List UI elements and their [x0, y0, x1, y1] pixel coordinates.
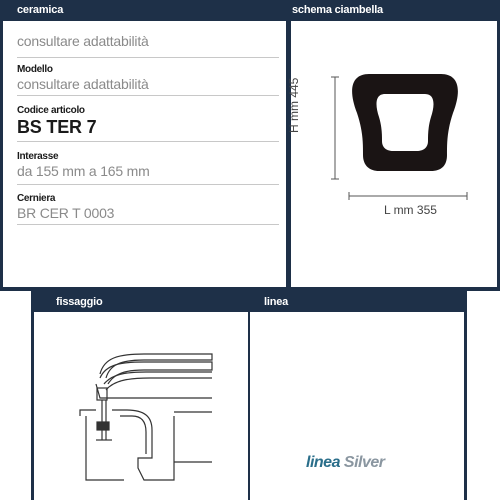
ceramica-body — [3, 21, 286, 287]
schema-body — [287, 21, 497, 287]
linea-body — [250, 312, 464, 500]
ceramica-header: ceramica — [17, 4, 64, 16]
width-label: L mm 355 — [384, 203, 437, 217]
schema-panel — [289, 0, 500, 291]
adattabilita-field — [17, 33, 279, 58]
modello-field — [17, 64, 279, 96]
height-label: H mm 445 — [287, 77, 301, 133]
cerniera-field — [17, 193, 279, 225]
seat-diagram — [291, 21, 497, 287]
codice-value: BS TER 7 — [17, 117, 97, 137]
modello-value: consultare adattabilità — [17, 76, 149, 92]
modello-label: Modello — [17, 64, 53, 75]
logo-silver-word: Silver — [343, 454, 385, 471]
schema-header: schema ciambella — [292, 4, 383, 16]
ceramica-panel — [0, 0, 289, 291]
seat-shape — [352, 74, 458, 171]
cerniera-label: Cerniera — [17, 193, 56, 204]
logo-linea-word: linea — [306, 454, 340, 471]
interasse-value: da 155 mm a 165 mm — [17, 163, 150, 179]
fissaggio-header: fissaggio — [56, 296, 103, 308]
linea-silver-logo — [306, 454, 385, 472]
height-dimension — [331, 77, 339, 179]
cerniera-value: BR CER T 0003 — [17, 205, 115, 221]
adattabilita-value: consultare adattabilità — [17, 33, 149, 49]
codice-label: Codice articolo — [17, 105, 85, 116]
interasse-field — [17, 151, 279, 185]
linea-header: linea — [264, 296, 289, 308]
interasse-label: Interasse — [17, 151, 59, 162]
width-dimension — [349, 192, 467, 200]
fissaggio-body — [34, 312, 248, 500]
codice-field — [17, 105, 279, 142]
lid-outline — [100, 354, 212, 378]
bottom-panel — [31, 291, 467, 500]
fixing-diagram — [34, 312, 248, 500]
